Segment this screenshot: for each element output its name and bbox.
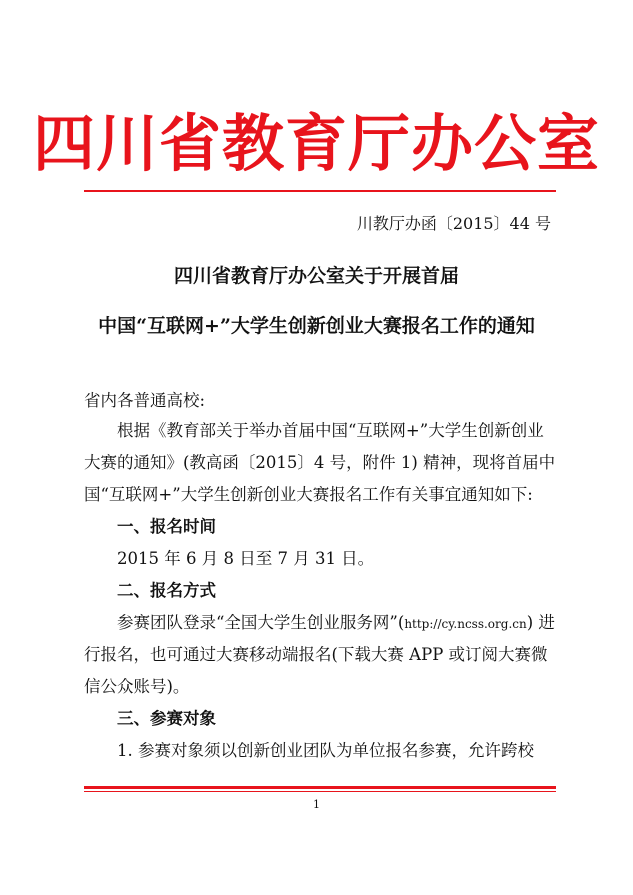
header-red-rule [84,190,556,192]
section-1-heading: 一、报名时间 [117,517,216,536]
section-3-heading: 三、参赛对象 [117,709,216,728]
section-2-line-1-suffix: ) 进 [526,613,555,632]
intro-line-2: 大赛的通知》(教高函〔2015〕4 号，附件 1) 精神，现将首届中 [84,453,556,472]
notice-title-line-1: 四川省教育厅办公室关于开展首届 [173,265,459,287]
notice-title-line-2: 中国“互联网+”大学生创新创业大赛报名工作的通知 [98,315,535,337]
section-2-line-2: 行报名，也可通过大赛移动端报名(下载大赛 APP 或订阅大赛微 [84,645,548,664]
registration-url[interactable]: http://cy.ncss.org.cn [404,617,527,631]
section-3-item-1: 1. 参赛对象须以创新创业团队为单位报名参赛，允许跨校 [117,741,534,760]
section-2-heading: 二、报名方式 [117,581,216,600]
salutation: 省内各普通高校: [84,391,206,410]
section-2-line-1 [117,610,555,637]
page-number: 1 [313,798,320,811]
footer-red-rule-thin [84,791,556,792]
section-2-line-3: 信公众账号)。 [84,677,190,696]
section-1-text: 2015 年 6 月 8 日至 7 月 31 日。 [117,549,375,568]
issuing-office-header: 四川省教育厅办公室 [32,107,600,180]
footer-red-rule-thick [84,786,556,789]
document-number: 川教厅办函〔2015〕44 号 [356,214,551,233]
intro-line-3: 国“互联网+”大学生创新创业大赛报名工作有关事宜通知如下: [84,485,533,504]
section-2-line-1-prefix: 参赛团队登录“全国大学生创业服务网”( [117,613,405,632]
intro-line-1: 根据《教育部关于举办首届中国“互联网+”大学生创新创业 [117,421,544,440]
